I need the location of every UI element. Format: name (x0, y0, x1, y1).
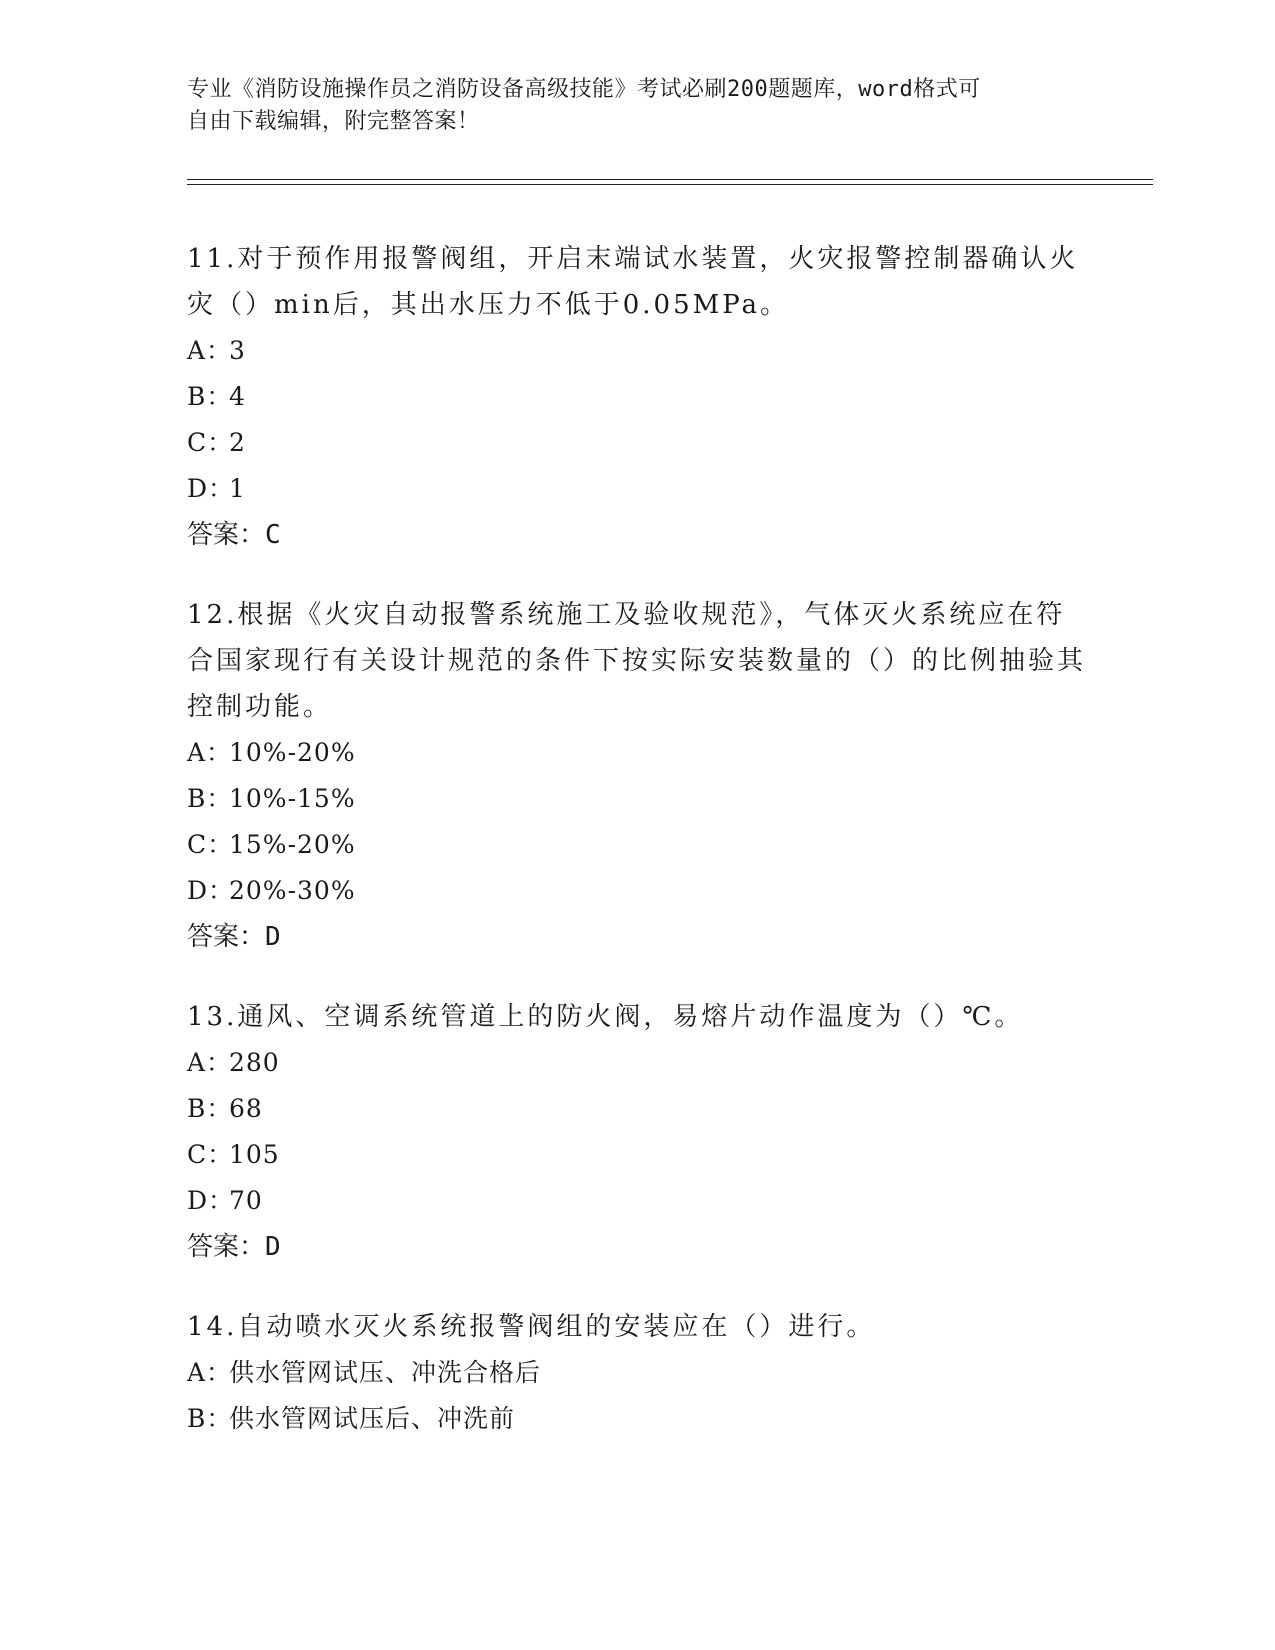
option-key: B： (187, 1404, 233, 1433)
option-a (187, 730, 1087, 776)
option-b (187, 776, 1087, 822)
option-a (187, 1040, 1087, 1086)
question-stem: 13.通风、空调系统管道上的防火阀，易熔片动作温度为（）℃。 (187, 1002, 1024, 1032)
header-line-2: 自由下载编辑，附完整答案！ (187, 109, 480, 134)
option-c (187, 822, 1087, 868)
option-key: A： (187, 1048, 233, 1077)
option-key: A： (187, 738, 233, 767)
option-key: B： (187, 1094, 233, 1123)
answer: 答案：C (187, 520, 281, 550)
option-text: 供水管网试压后、冲洗前 (229, 1404, 516, 1433)
option-b (187, 1086, 1087, 1132)
answer: 答案：D (187, 1232, 281, 1262)
answer: 答案：D (187, 922, 281, 952)
question-list (187, 236, 1087, 1476)
option-text: 68 (229, 1094, 263, 1123)
option-key: D： (187, 876, 235, 905)
option-a (187, 328, 1087, 374)
header-line-1: 专业《消防设施操作员之消防设备高级技能》考试必刷200题题库，word格式可 (187, 77, 981, 102)
option-text: 4 (229, 382, 246, 411)
option-text: 105 (229, 1140, 280, 1169)
question-14 (187, 1304, 1087, 1442)
option-text: 供水管网试压、冲洗合格后 (229, 1358, 542, 1387)
option-key: D： (187, 1186, 235, 1215)
option-d (187, 1178, 1087, 1224)
option-key: C： (187, 830, 234, 859)
question-13 (187, 994, 1087, 1270)
option-b (187, 1396, 1087, 1442)
option-text: 1 (229, 474, 246, 503)
question-11 (187, 236, 1087, 558)
option-d (187, 868, 1087, 914)
option-text: 3 (229, 336, 246, 365)
option-d (187, 466, 1087, 512)
option-text: 15%-20% (229, 830, 356, 859)
option-text: 10%-20% (229, 738, 356, 767)
document-header (187, 74, 1087, 138)
option-b (187, 374, 1087, 420)
option-key: C： (187, 428, 234, 457)
option-key: D： (187, 474, 235, 503)
option-c (187, 420, 1087, 466)
option-text: 10%-15% (229, 784, 356, 813)
option-key: B： (187, 382, 233, 411)
option-text: 280 (229, 1048, 280, 1077)
option-key: B： (187, 784, 233, 813)
header-divider-bottom (187, 184, 1153, 185)
option-c (187, 1132, 1087, 1178)
option-key: C： (187, 1140, 234, 1169)
question-stem: 11.对于预作用报警阀组，开启末端试水装置，火灾报警控制器确认火灾（）min后，其出水压力不低于0.05MPa。 (187, 244, 1079, 320)
option-text: 20%-30% (229, 876, 356, 905)
question-stem: 12.根据《火灾自动报警系统施工及验收规范》，气体灭火系统应在符合国家现行有关设计规范的条件下按实际安装数量的（）的比例抽验其控制功能。 (187, 600, 1087, 722)
option-text: 2 (229, 428, 246, 457)
question-stem: 14.自动喷水灭火系统报警阀组的安装应在（）进行。 (187, 1312, 876, 1342)
option-key: A： (187, 336, 233, 365)
option-text: 70 (229, 1186, 263, 1215)
option-a (187, 1350, 1087, 1396)
option-key: A： (187, 1358, 233, 1387)
question-12 (187, 592, 1087, 960)
header-divider-top (187, 179, 1153, 180)
